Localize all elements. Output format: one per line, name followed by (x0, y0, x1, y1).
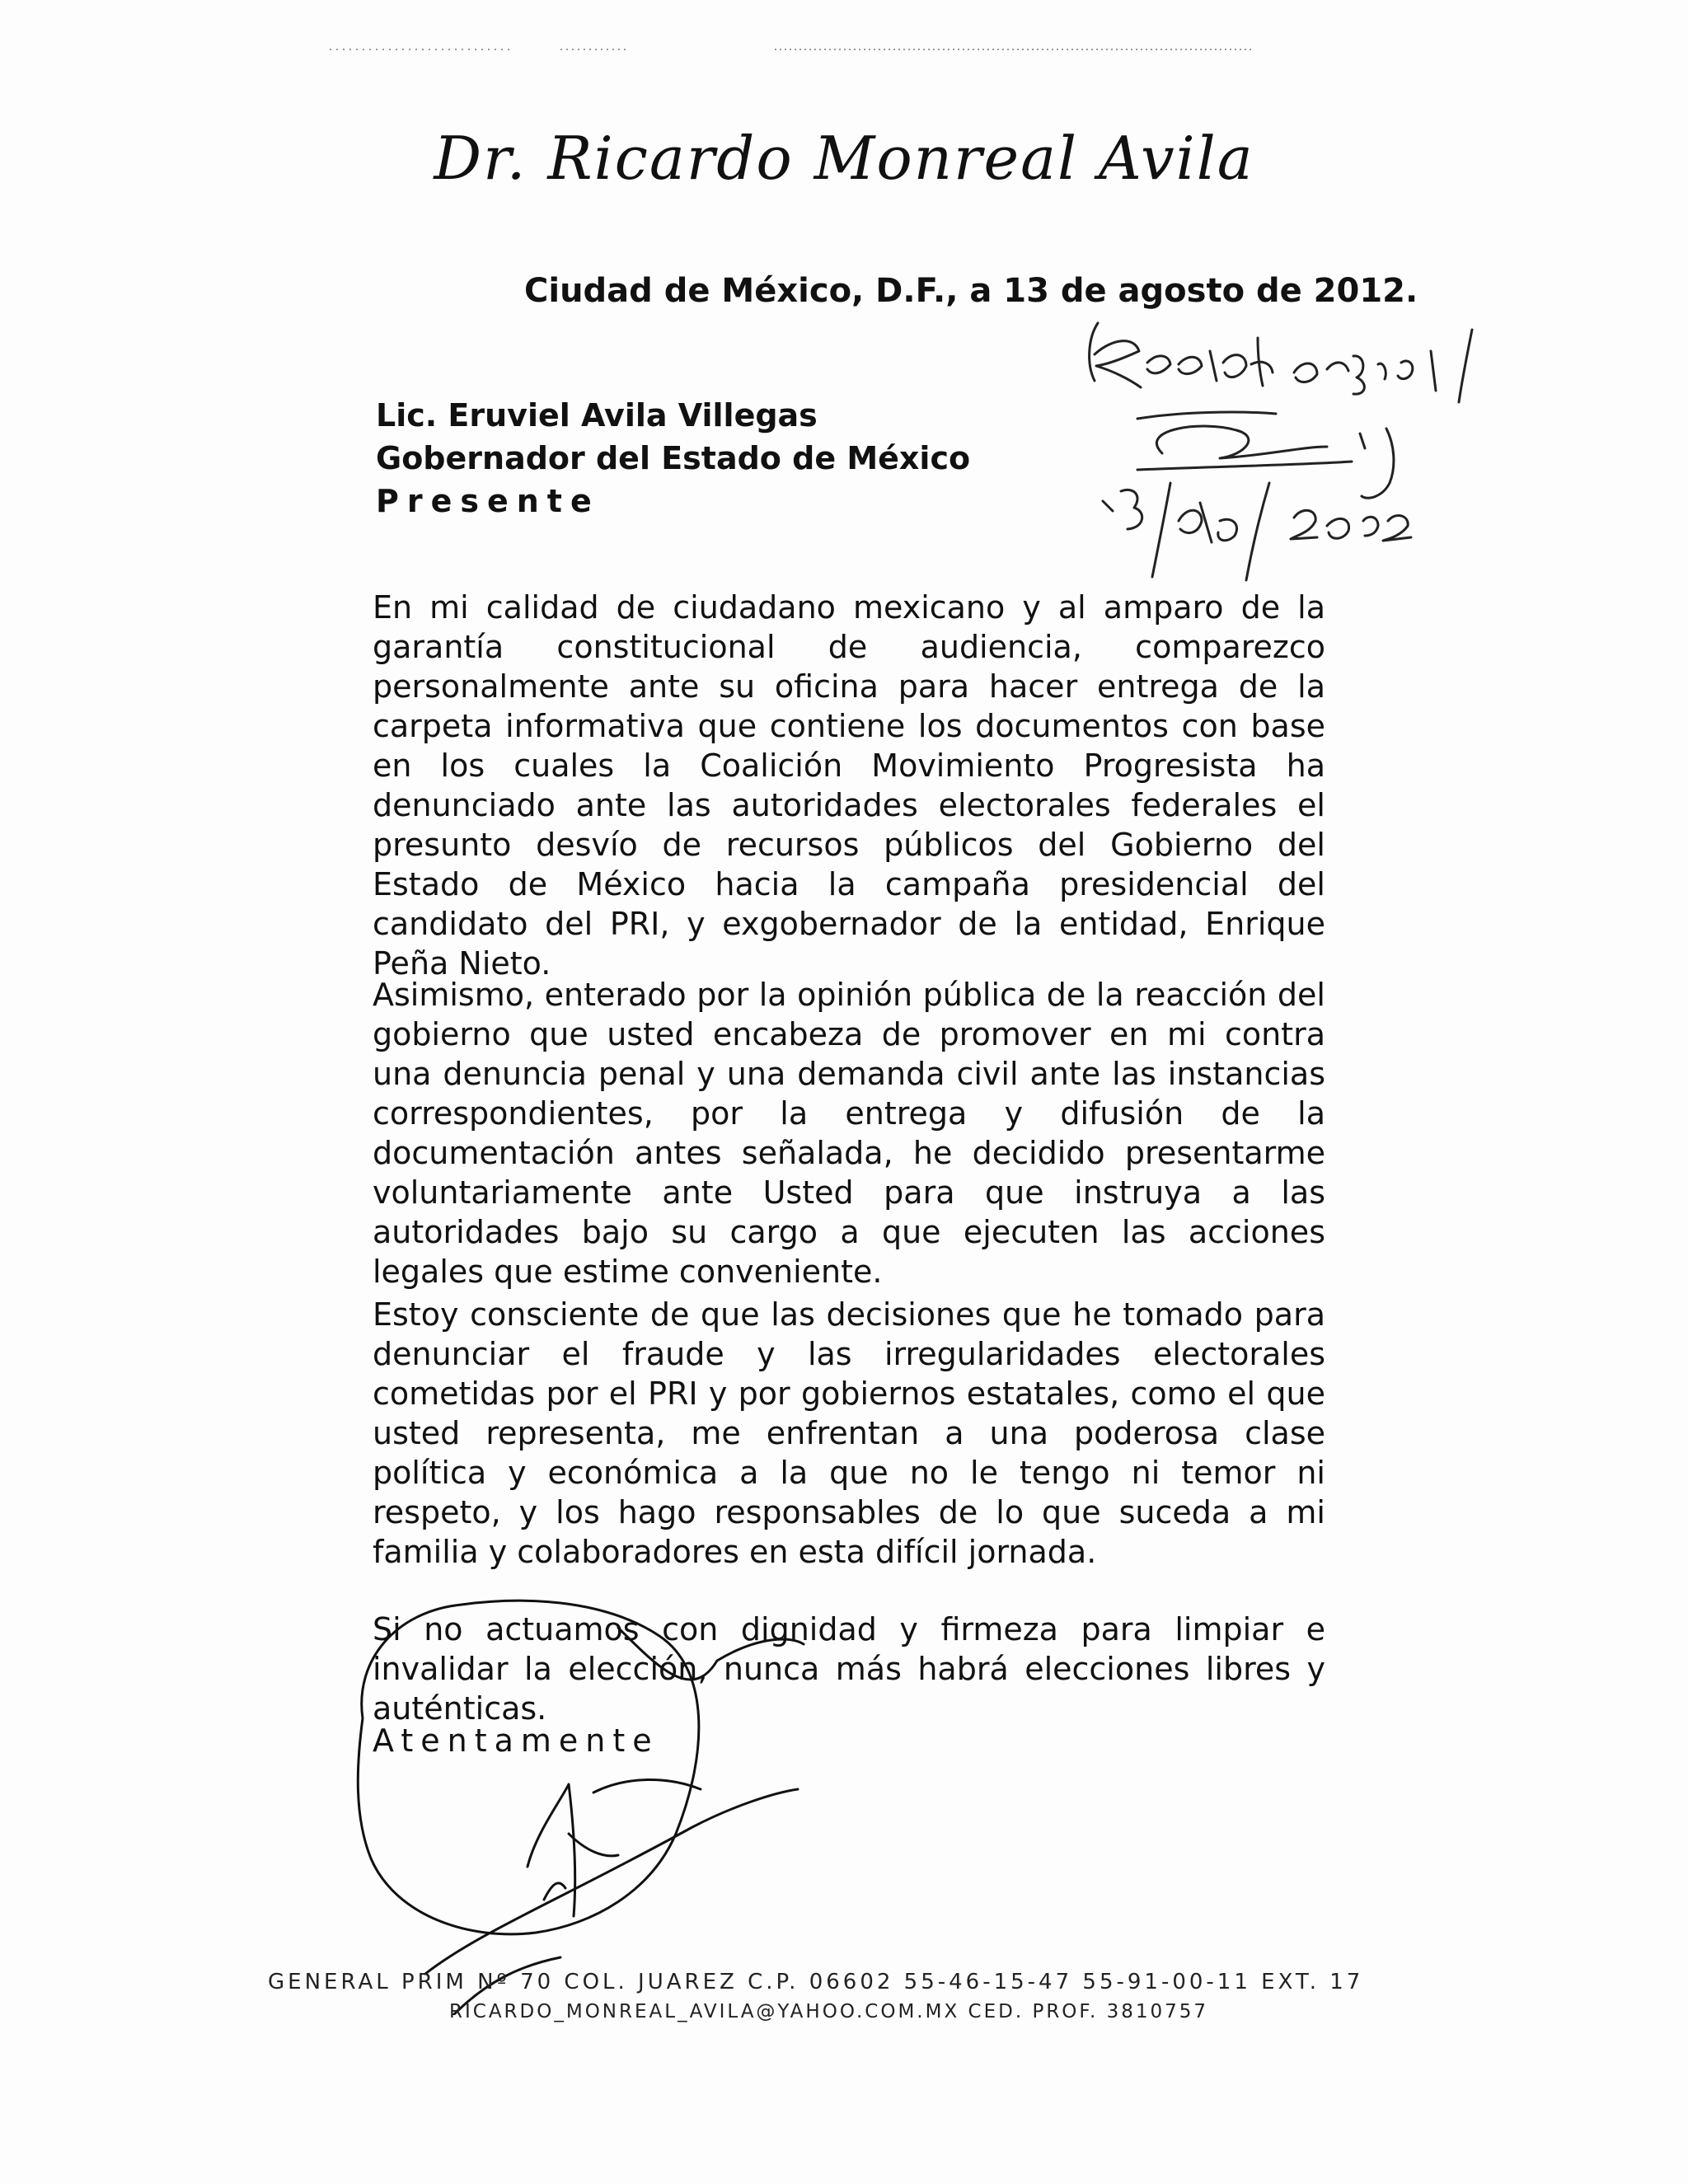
signature (346, 1586, 808, 2015)
addressee-title: Gobernador del Estado de México (376, 440, 971, 476)
footer-contact: RICARDO_MONREAL_AVILA@YAHOO.COM.MX CED. PROF. 3810757 (449, 2001, 1208, 2022)
paragraph-1: En mi calidad de ciudadano mexicano y al amparo de la garantía constitucional de audiencia, comparezco personalmente ante su oficina para hacer entrega de la carpeta informativa que contiene los documentos con base en los cuales la Coalición Movimiento Progresista ha denunciado ante las autoridades electorales federales el presunto desvío de recursos públicos del Gobierno del Estado de México hacia la campaña presidencial del candidato del PRI, y exgobernador de la entidad, Enrique Peña Nieto. (373, 589, 1325, 982)
closing: Atentamente (373, 1722, 659, 1759)
paragraph-2: Asimismo, enterado por la opinión pública de la reacción del gobierno que usted encabeza de promover en mi contra una denuncia penal y una demanda civil ante las instancias correspondientes, por la entrega y difusión de la documentación antes señalada, he decidido presentarme voluntariamente ante Usted para que instruya a las autoridades bajo su cargo a que ejecuten las acciones legales que estime conveniente. (373, 977, 1325, 1290)
letterhead-name: Dr. Ricardo Monreal Avila (434, 124, 1254, 193)
received-stamp-handwriting (1055, 305, 1484, 585)
salutation: Presente (376, 483, 600, 519)
footer-address: GENERAL PRIM Nº 70 COL. JUAREZ C.P. 06602 55-46-15-47 55-91-00-11 EXT. 17 (268, 1970, 1364, 1994)
addressee-block (376, 394, 970, 523)
paragraph-3: Estoy consciente de que las decisiones que he tomado para denunciar el fraude y las irregularidades electorales cometidas por el PRI y por gobiernos estatales, como el que usted representa, me enfrentan a una poderosa clase política y económica a la que no le tengo ni temor ni respeto, y los hago responsables de lo que suceda a mi familia y colaboradores en esta difícil jornada. (373, 1296, 1325, 1570)
scan-artifact-dots (330, 46, 1253, 53)
date-line: Ciudad de México, D.F., a 13 de agosto de 2012. (524, 272, 1418, 310)
addressee-name: Lic. Eruviel Avila Villegas (376, 397, 818, 434)
paragraph-4: Si no actuamos con dignidad y firmeza para limpiar e invalidar la elección, nunca más habrá elecciones libres y auténticas. (373, 1611, 1325, 1727)
